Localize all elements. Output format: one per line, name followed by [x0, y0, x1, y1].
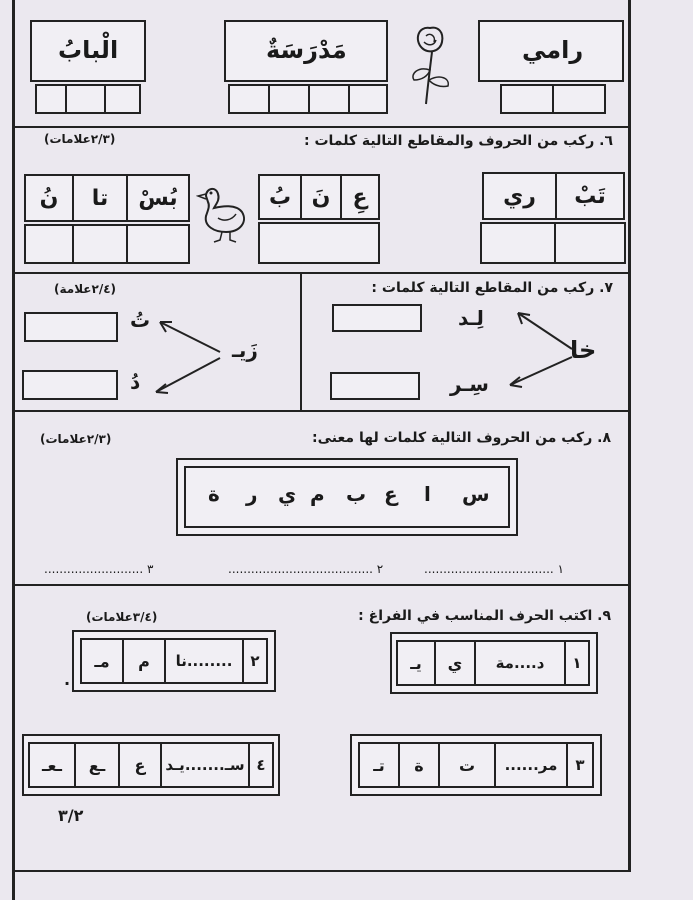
split-divider — [126, 224, 128, 264]
q9-item1-cell[interactable] — [474, 640, 566, 686]
q8-title: ٨. ركب من الحروف التالية كلمات لها معنى: — [312, 430, 611, 446]
q7-left-syllable-middle: زَيـ — [232, 338, 258, 362]
q7-right-answer-bottom[interactable] — [330, 372, 420, 400]
frame-right-line — [628, 0, 631, 872]
q6-g2-cell — [300, 174, 342, 220]
q6-g2-part-2: نَ — [311, 184, 331, 210]
q9-item4-cell[interactable] — [74, 742, 120, 788]
rose-icon — [400, 18, 460, 108]
q9-item1-cell[interactable] — [396, 640, 436, 686]
q6-g3-part-2: تا — [91, 185, 109, 211]
q6-marks: (٢/٣علامات) — [44, 132, 116, 146]
q9-item-part: د....مة — [495, 654, 545, 672]
q9-item3-cell[interactable] — [438, 742, 496, 788]
q6-g1-part-2: ري — [503, 183, 536, 209]
q9-item2-number — [242, 638, 268, 684]
word-3: رامي — [522, 36, 584, 64]
q8-letter: ي — [278, 482, 297, 506]
q9-item-part: ت — [458, 755, 476, 775]
q7-right-arrows — [500, 305, 580, 395]
q7-left-answer-top[interactable] — [24, 312, 118, 342]
q8-letter: ر — [246, 482, 258, 506]
divider-2 — [12, 272, 630, 274]
divider-4 — [12, 584, 630, 586]
q9-item3-number — [566, 742, 594, 788]
q8-answer-line-2[interactable]: ...................................... ٢ — [228, 562, 384, 576]
q9-item-part: ي — [447, 653, 463, 673]
q6-g2-answer-box[interactable] — [258, 222, 380, 264]
word-2: مَدْرَسَةٌ — [266, 36, 347, 64]
q6-g2-cell — [340, 174, 380, 220]
q8-answer-number: ١ — [557, 562, 564, 576]
q9-item-part: م — [138, 651, 150, 671]
split-divider — [348, 84, 350, 114]
q9-item4-cell[interactable] — [160, 742, 250, 788]
q7-marks: (٢/٤علامة) — [54, 282, 117, 296]
q8-answer-number: ٣ — [147, 562, 154, 576]
split-divider — [268, 84, 270, 114]
q6-g2-cell — [258, 174, 302, 220]
q7-left-arrows — [150, 312, 230, 398]
q9-item-part: ـع — [88, 755, 106, 775]
q7-left-syllable-top: تُ — [130, 308, 151, 332]
q6-g3-cell — [72, 174, 128, 222]
q7-title: ٧. ركب من المقاطع التالية كلمات : — [371, 280, 613, 296]
q9-item-part: نا........ — [175, 652, 233, 670]
q6-g1-cell — [555, 172, 625, 220]
q8-letter: ا — [424, 482, 431, 506]
q6-g3-cell — [24, 174, 74, 222]
q8-answer-line-1[interactable]: .................................. ١ — [424, 562, 564, 576]
q9-item2-cell[interactable] — [164, 638, 244, 684]
frame-left-line — [12, 0, 15, 900]
q9-item-number: ٤ — [256, 756, 266, 774]
q9-item-part: ـعـ — [42, 755, 62, 775]
page-number: ٣/٢ — [58, 806, 84, 825]
q9-item-part: تـ — [373, 755, 385, 775]
divider-1 — [12, 126, 630, 128]
q8-answer-line-3[interactable]: .......................... ٣ — [44, 562, 154, 576]
q8-letter: م — [310, 482, 325, 506]
word-1: الْبابُ — [58, 36, 119, 64]
word-1-split-box[interactable] — [35, 84, 141, 114]
q8-letter: ة — [208, 482, 220, 506]
q6-g2-part-1: عِ — [352, 184, 368, 210]
q9-item2-cell[interactable] — [122, 638, 166, 684]
split-divider — [308, 84, 310, 114]
q9-title: ٩. اكتب الحرف المناسب في الفراغ : — [358, 608, 611, 624]
q9-item-part: مـ — [94, 651, 110, 671]
q9-item4-cell[interactable] — [118, 742, 162, 788]
q8-marks: (٢/٣علامات) — [40, 432, 112, 446]
split-divider — [72, 224, 74, 264]
q9-item4-cell[interactable] — [28, 742, 76, 788]
q9-item-number: ١ — [572, 654, 582, 672]
frame-bottom-line — [12, 870, 630, 872]
q9-item2-cell[interactable] — [80, 638, 124, 684]
q9-item2-dot: . — [64, 670, 71, 689]
divider-3 — [12, 410, 630, 412]
q7-right-syllable-bottom: سِـر — [450, 372, 489, 396]
q8-letter: س — [462, 482, 490, 506]
q6-g1-part-1: تَبْ — [574, 183, 606, 209]
q9-item-part: ع — [134, 755, 146, 775]
q9-item3-cell[interactable] — [398, 742, 440, 788]
q9-item1-number — [564, 640, 590, 686]
q8-answer-number: ٢ — [376, 562, 384, 576]
q6-g1-answer-box[interactable] — [480, 222, 626, 264]
q6-g3-answer-box[interactable] — [24, 224, 190, 264]
q9-item-part: ......مر — [504, 756, 558, 774]
q9-item3-cell[interactable] — [358, 742, 400, 788]
q7-left-answer-bottom[interactable] — [22, 370, 118, 400]
q6-g3-part-1: بُسْ — [138, 185, 178, 211]
q9-item-part: يـ — [410, 653, 422, 673]
q9-item3-cell[interactable] — [494, 742, 568, 788]
split-divider — [552, 84, 554, 114]
q9-item-number: ٢ — [250, 652, 260, 670]
duck-icon — [196, 182, 250, 244]
q9-item1-cell[interactable] — [434, 640, 476, 686]
split-divider — [65, 84, 67, 114]
q6-g2-part-3: بُ — [268, 184, 292, 210]
q9-item4-number — [248, 742, 274, 788]
q8-letter: ب — [346, 482, 367, 506]
q7-right-syllable-middle: خا — [570, 336, 597, 364]
q8-letter: ع — [384, 482, 398, 506]
q9-item-part: ة — [414, 755, 424, 775]
q7-right-syllable-top: لِـد — [458, 306, 484, 330]
split-divider — [104, 84, 106, 114]
q6-g3-cell — [126, 174, 190, 222]
q9-item-part: سـ.......يـد — [165, 756, 245, 774]
q9-item-number: ٣ — [575, 756, 585, 774]
q9-marks: (٣/٤علامات) — [86, 610, 158, 624]
q6-title: ٦. ركب من الحروف والمقاطع التالية كلمات : — [304, 133, 613, 149]
split-divider — [554, 222, 556, 264]
q7-right-answer-top[interactable] — [332, 304, 422, 332]
q7-left-syllable-bottom: دُ — [130, 370, 141, 394]
q6-g1-cell — [482, 172, 557, 220]
q6-g3-part-3: نُ — [39, 185, 59, 211]
divider-q7-middle — [300, 272, 302, 411]
